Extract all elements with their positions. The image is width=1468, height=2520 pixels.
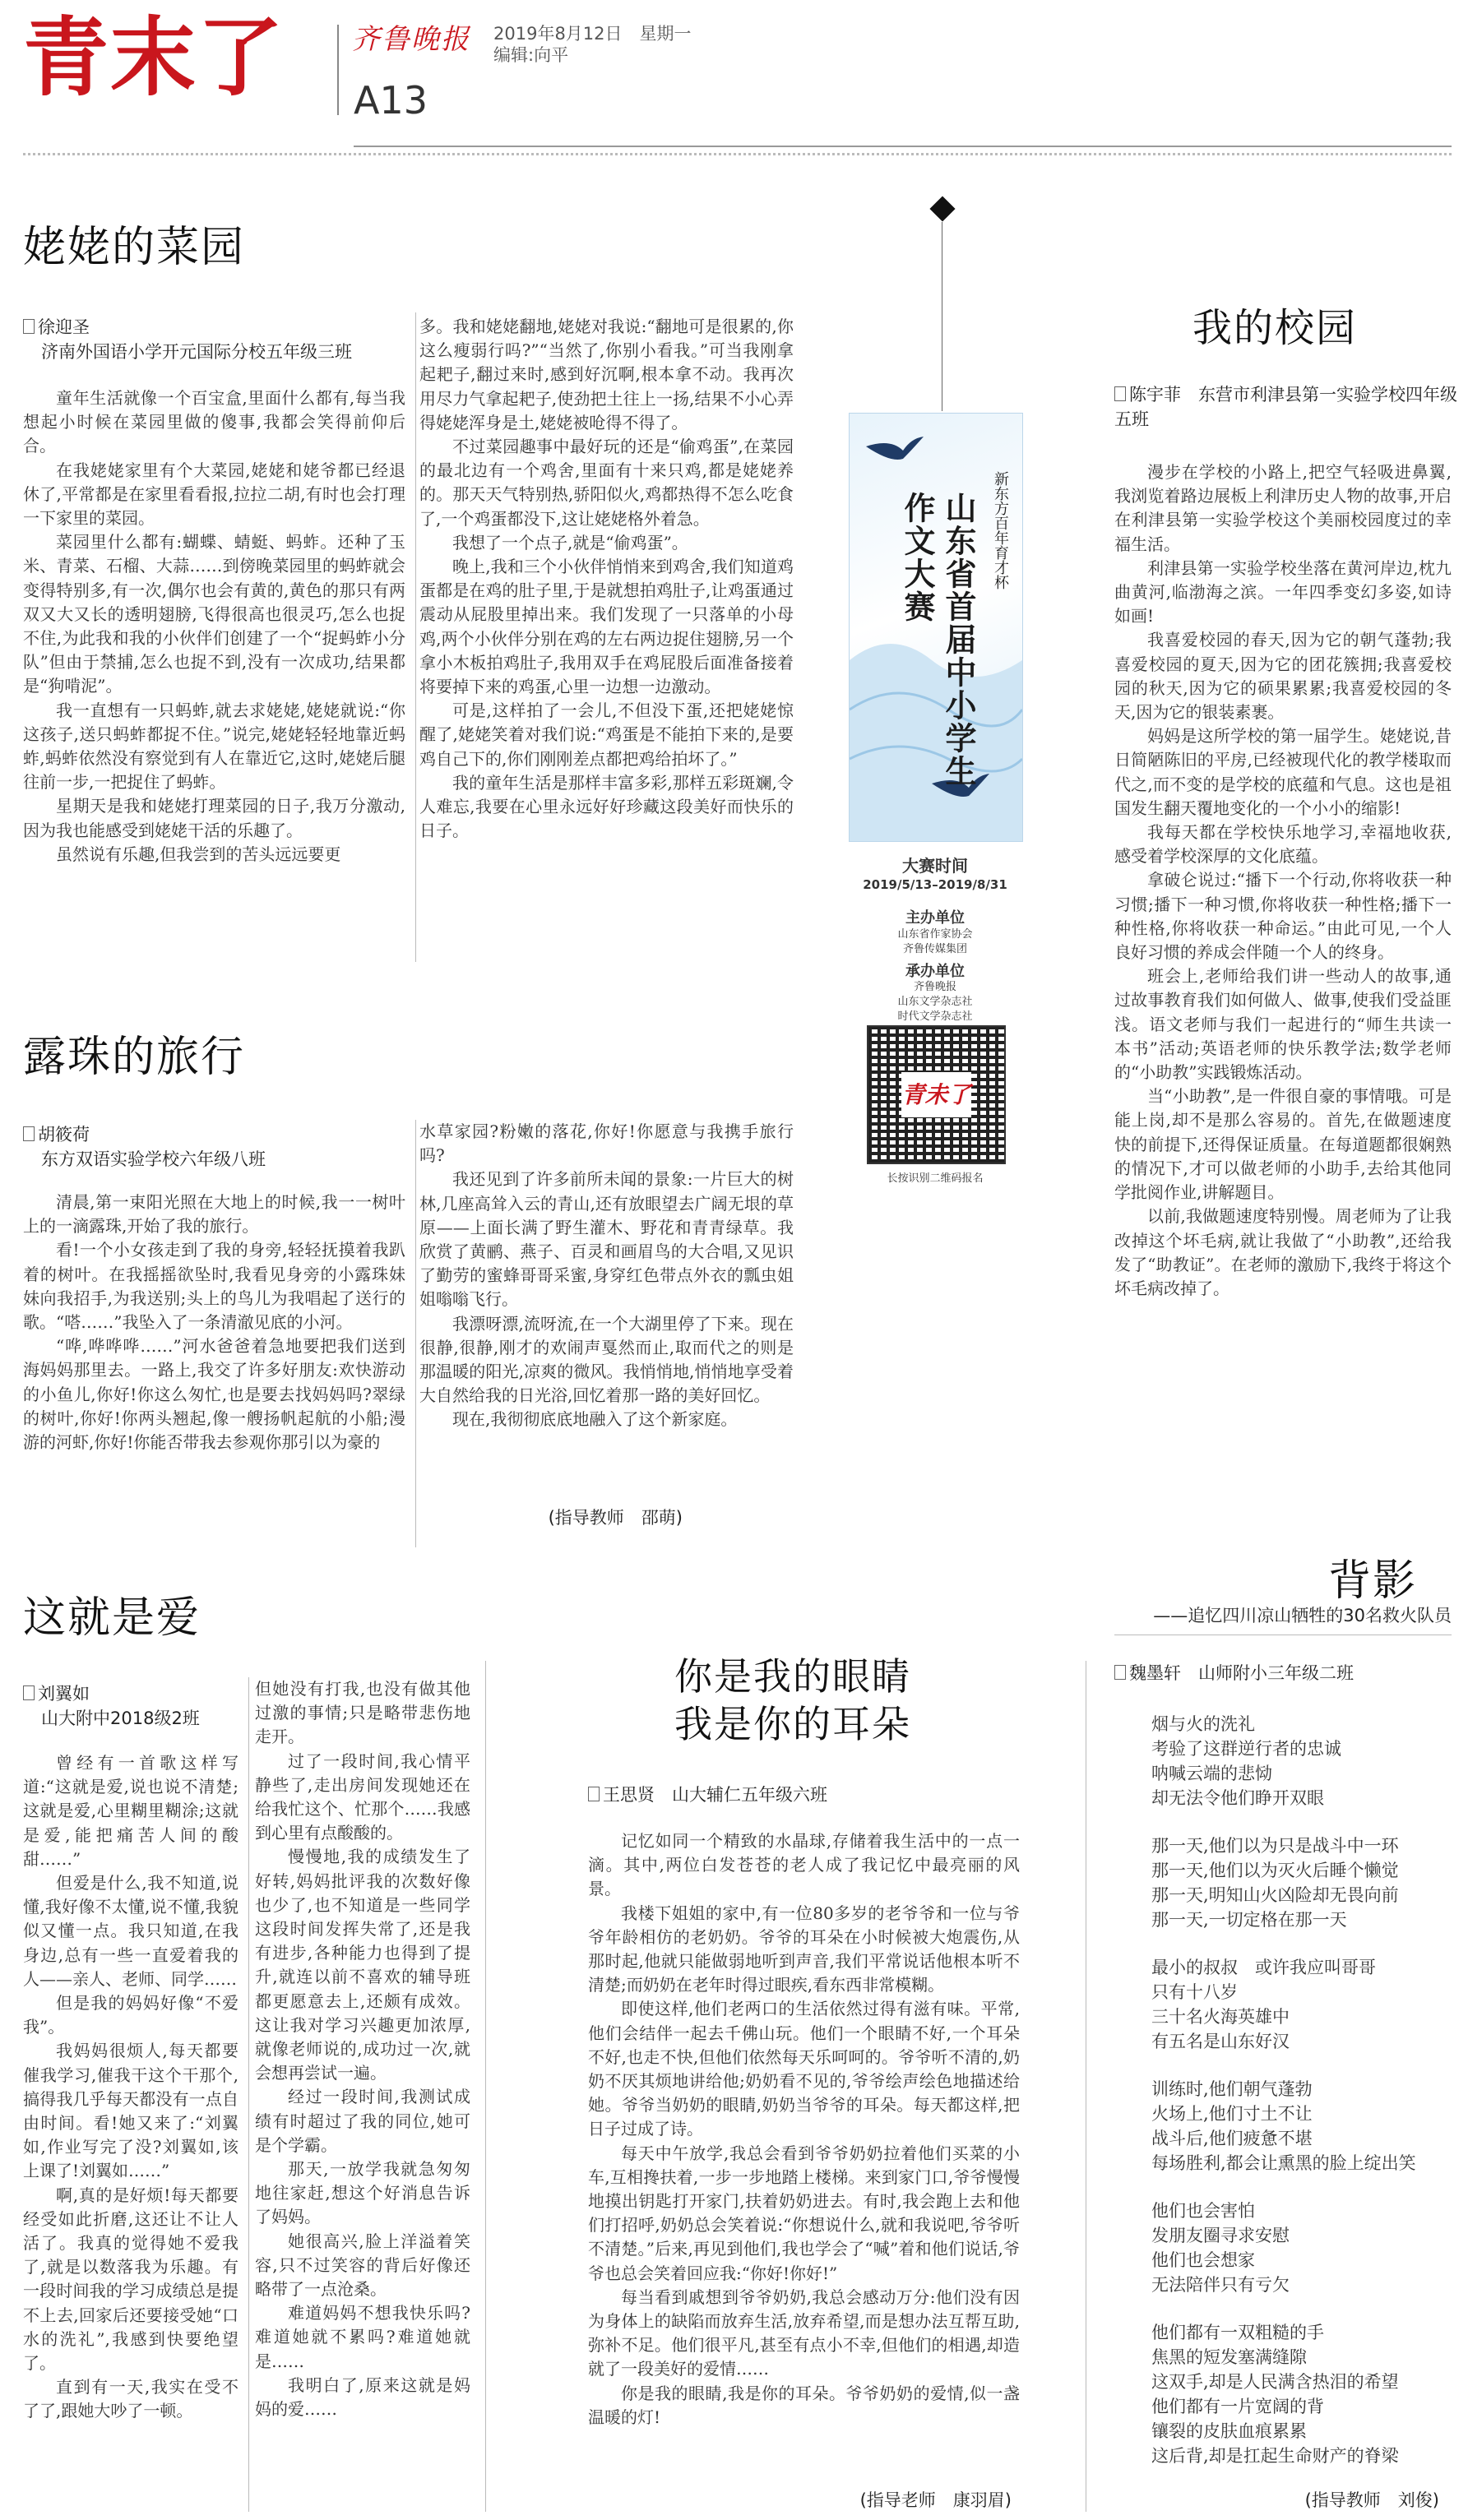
author-school: 山大辅仁五年级六班 xyxy=(672,1785,827,1805)
paragraph: 过了一段时间,我心情平静些了,走出房间发现她还在给我忙这个、忙那个……我感到心里有点酸酸的。 xyxy=(255,1750,470,1843)
article-subtitle: ——追忆四川凉山牺牲的30名救火队员 xyxy=(1153,1606,1452,1625)
poem-line: 发朋友圈寻求安慰 xyxy=(1151,2226,1290,2245)
paragraph: 我的童年生活是那样丰富多彩,那样五彩斑斓,令人难忘,我要在心里永远好好珍藏这段美好而快乐的日子。 xyxy=(419,772,794,841)
paragraph: 我楼下姐姐的家中,有一位80多岁的老爷爷和一位与爷爷年龄相仿的老奶奶。爷爷的耳朵在小时候被大炮震伤,从那时起,他就只能做弱地听到声音,我们平常说话他根本听不清楚;而奶奶在老年时得过眼疾,看东西非常模糊。 xyxy=(588,1903,1020,1995)
article-column xyxy=(23,386,405,962)
poem-line: 最小的叔叔 或许我应叫哥哥 xyxy=(1151,1958,1376,1977)
paragraph: 不过菜园趣事中最好玩的还是“偷鸡蛋”,在菜园的最北边有一个鸡舍,里面有十来只鸡,都是姥姥养的。那天天气特别热,骄阳似火,鸡都热得不怎么吃食了,一个鸡蛋都没下,这让姥姥格外着急。 xyxy=(419,437,794,529)
byline-box-icon xyxy=(588,1787,600,1801)
poem-stanza xyxy=(1151,2199,1452,2297)
poem-line: 这后背,却是扛起生命财产的脊梁 xyxy=(1151,2446,1399,2466)
organizer-item: 山东文学杂志社 xyxy=(897,996,973,1008)
paragraph: 拿破仑说过:“播下一个行动,你将收获一种习惯;播下一种习惯,你将收获一种性格;播下一种性格,你将收获一种命运。”由此可见,一个人良好习惯的养成会伴随一个人的终身。 xyxy=(1114,870,1452,963)
paragraph: 现在,我彻彻底底地融入了这个新家庭。 xyxy=(452,1409,738,1430)
poem-line: 他们也会害怕 xyxy=(1151,2201,1255,2221)
contest-advertisement[interactable] xyxy=(849,413,1021,1490)
paragraph: 即使这样,他们老两口的生活依然过得有滋有味。平常,他们会结伴一起去千佛山玩。他们一个眼睛不好,一个耳朵不好,也走不快,但他们依然每天乐呵呵的。爷爷听不清的,奶奶不厌其烦地讲给他;奶奶看不见的,爷爷绘声绘色地描述给她。爷爷当奶奶的眼睛,奶奶当爷爷的耳朵。每天都这样,把日子过成了诗。 xyxy=(588,1999,1020,2139)
paragraph: 我喜爱校园的春天,因为它的朝气蓬勃;我喜爱校园的夏天,因为它的团花簇拥;我喜爱校园的秋天,因为它的硕果累累;我喜爱校园的冬天,因为它的银装素裹。 xyxy=(1114,630,1452,723)
header-rule xyxy=(354,146,1452,147)
title-line: 你是我的眼睛 xyxy=(674,1654,911,1699)
article-byline xyxy=(23,1681,237,1731)
article-column xyxy=(419,315,794,964)
dotted-rule xyxy=(23,153,1452,155)
qr-code[interactable] xyxy=(867,1025,1006,1164)
column-rule xyxy=(415,312,416,962)
paragraph: 直到有一天,我实在受不了了,跟她大吵了一顿。 xyxy=(23,2377,238,2421)
section-title: 青末了 xyxy=(23,7,285,108)
paragraph: 曾经有一首歌这样写道:“这就是爱,说也说不清楚;这就是爱,心里糊里糊涂;这就是爱,能把痛苦人间的酸甜……” xyxy=(23,1753,238,1869)
paragraph: 每当看到戚想到爷爷奶奶,我总会感动万分:他们没有因为身体上的缺陷而放弃生活,放弃希望,而是想办法互帮互助,弥补不足。他们很平凡,甚至有点小不幸,但他们的相遇,却造就了一段美好的爱情…… xyxy=(588,2286,1020,2379)
paragraph: 以前,我做题速度特别慢。周老师为了让我改掉这个坏毛病,就让我做了“小助教”,还给我发了“助教证”。在老师的激励下,我终于将这个坏毛病改掉了。 xyxy=(1114,1206,1452,1298)
poem-line: 那一天,他们以为只是战斗中一环 xyxy=(1151,1836,1399,1856)
masthead-info xyxy=(493,23,692,66)
contest-title-line: 山东省首届中小学生 xyxy=(940,492,977,788)
poem-line: 那一天,一切定格在那一天 xyxy=(1151,1910,1347,1930)
poem-stanza xyxy=(1151,1955,1452,2054)
article-title: 背影 xyxy=(1328,1556,1418,1606)
paragraph: 虽然说有乐趣,但我尝到的苦头远远要更 xyxy=(56,844,341,864)
contest-poster xyxy=(849,413,1023,842)
paragraph: 我明白了,原来这就是妈妈的爱…… xyxy=(255,2374,470,2420)
poem-line: 呐喊云端的悲恸 xyxy=(1151,1764,1272,1783)
title-line: 我是你的耳朵 xyxy=(674,1702,911,1746)
paragraph: 我一直想有一只蚂蚱,就去求姥姥,姥姥就说:“你这孩子,送只蚂蚱都捉不住。”说完,姥姥轻轻地靠近蚂蚱,蚂蚱依然没有察觉到有人在靠近它,这时,姥姥后腿往前一步,一把捉住了蚂蚱。 xyxy=(23,700,405,793)
poem-line: 三十名火海英雄中 xyxy=(1151,2007,1290,2027)
swallow-icon xyxy=(866,430,924,471)
author-name: 魏墨轩 xyxy=(1129,1663,1181,1683)
masthead-divider xyxy=(337,25,339,115)
paragraph: 漫步在学校的小路上,把空气轻吸进鼻翼,我浏览着路边展板上利津历史人物的故事,开启在利津县第一实验学校这个美丽校园度过的幸福生活。 xyxy=(1114,462,1452,554)
poem-line: 战斗后,他们疲惫不堪 xyxy=(1151,2129,1313,2148)
paragraph: 慢慢地,我的成绩发生了好转,妈妈批评我的次数好像也少了,也不知道是一些同学这段时间发挥失常了,还是我有进步,各种能力也得到了提升,就连以前不喜欢的辅导班都更愿意去上,还颇有成效。这让我对学习兴趣更加浓厚,就像老师说的,成功过一次,就会想再尝试一遍。 xyxy=(255,1847,470,2083)
poem-line: 烟与火的洗礼 xyxy=(1151,1714,1255,1734)
paragraph: 多。我和姥姥翻地,姥姥对我说:“翻地可是很累的,你这么瘦弱行吗?”“当然了,你别小看我。”可当我刚拿起耙子,翻过来时,感到好沉啊,根本拿不动。我再次用尽力气拿起耙子,使劲把土往上一扬,结果不小心弄得姥姥浑身是土,姥姥被呛得不得了。 xyxy=(419,317,794,432)
paragraph: 啊,真的是好烦!每天都要经受如此折磨,这还让不让人活了。我真的觉得她不爱我了,就是以数落我为乐趣。有一段时间我的学习成绩总是提不上去,回家后还要接受她“口水的洗礼”,我感到快要绝望了。 xyxy=(23,2185,238,2374)
article-byline xyxy=(588,1782,999,1807)
article-byline xyxy=(23,315,418,364)
article-column xyxy=(1114,460,1452,1496)
paragraph: 难道妈妈不想我快乐吗?难道她就不累吗?难道她就是…… xyxy=(255,2303,470,2371)
article-title xyxy=(674,1653,911,1748)
paragraph: 每天中午放学,我总会看到爷爷奶奶拉着他们买菜的小车,互相搀扶着,一步一步地踏上楼梯。来到家门口,爷爷慢慢地摸出钥匙打开家门,扶着奶奶进去。有时,我会跑上去和他们打招呼,奶奶总会笑着说:“你想说什么,就和我说吧,爷爷听不清楚。”后来,再见到他们,我也学会了“喊”着和他们说话,爷爷也总会笑着回应我:“你好!你好!” xyxy=(588,2143,1020,2283)
author-name: 徐迎圣 xyxy=(38,317,90,337)
article-byline xyxy=(23,1122,418,1172)
poem-stanza xyxy=(1151,1712,1452,1810)
paragraph: 班会上,老师给我们讲一些动人的故事,通过故事教育我们如何做人、做事,使我们受益匪浅。语文老师与我们一起进行的“师生共读一本书”活动;英语老师的快乐教学法;数学老师的“小助教”实践锻炼活动。 xyxy=(1114,966,1452,1083)
poem-line: 他们也会想家 xyxy=(1151,2250,1255,2270)
issue-date: 2019年8月12日 星期一 xyxy=(493,24,692,44)
teacher-credit: (指导教师 刘俊) xyxy=(1304,2490,1439,2510)
paragraph: 妈妈是这所学校的第一届学生。姥姥说,昔日简陋陈旧的平房,已经被现代化的教学楼取而代之,而不变的是学校的底蕴和气息。这也是祖国发生翻天覆地变化的一个小小的缩影! xyxy=(1114,726,1452,818)
organizer-item: 时代文学杂志社 xyxy=(897,1010,973,1023)
article-title: 这就是爱 xyxy=(23,1593,201,1643)
poem-line: 有五名是山东好汉 xyxy=(1151,2032,1290,2051)
poem-line: 他们都有一片宽阔的背 xyxy=(1151,2397,1324,2416)
paragraph: 我漂呀漂,流呀流,在一个大湖里停了下来。现在很静,很静,刚才的欢闹声戛然而止,取而代之的则是那温暖的阳光,凉爽的微风。我悄悄地,悄悄地享受着大自然给我的日光浴,回忆着那一路的美好回忆。 xyxy=(419,1313,794,1406)
paragraph: 水草家园?粉嫩的落花,你好!你愿意与我携手旅行吗? xyxy=(419,1121,794,1166)
poem-stanza xyxy=(1151,2077,1452,2176)
article-column xyxy=(23,1751,238,2512)
organizer-label: 承办单位 xyxy=(905,963,965,980)
author-school: 东方双语实验学校六年级八班 xyxy=(41,1149,266,1169)
byline-box-icon xyxy=(23,319,35,334)
article-column xyxy=(588,1829,1020,2487)
byline-box-icon xyxy=(1114,386,1126,401)
organizer-list xyxy=(849,980,1021,1024)
host-item: 山东省作家协会 xyxy=(897,928,973,941)
paragraph: 在我姥姥家里有个大菜园,姥姥和姥爷都已经退休了,平常都是在家里看看报,拉拉二胡,有时也会打理一下家里的菜园。 xyxy=(23,460,405,529)
page-number: A13 xyxy=(354,78,428,123)
paragraph: 利津县第一实验学校坐落在黄河岸边,枕九曲黄河,临渤海之滨。一年四季变幻多姿,如诗如画! xyxy=(1114,557,1452,627)
author-name: 陈宇菲 xyxy=(1129,385,1181,405)
diamond-ornament-icon xyxy=(929,196,955,221)
paragraph: 但她没有打我,也没有做其他过激的事情;只是略带悲伤地走开。 xyxy=(255,1679,470,1747)
qr-caption: 长按识别二维码报名 xyxy=(887,1172,984,1185)
poem-line: 那一天,明知山火凶险却无畏向前 xyxy=(1151,1885,1399,1905)
article-byline xyxy=(1114,382,1460,432)
article-column xyxy=(255,1677,470,2512)
author-name: 刘翼如 xyxy=(38,1684,90,1704)
poem-line: 镶裂的皮肤血痕累累 xyxy=(1151,2421,1307,2441)
qr-logo: 青未了 xyxy=(901,1072,971,1117)
byline-box-icon xyxy=(1114,1665,1126,1680)
host-list xyxy=(849,927,1021,957)
byline-box-icon xyxy=(23,1126,35,1141)
article-column xyxy=(419,1120,794,1506)
paragraph: 她很高兴,脸上洋溢着笑容,只不过笑容的背后好像还略带了一点沧桑。 xyxy=(255,2231,470,2300)
author-name: 胡筱荷 xyxy=(38,1125,90,1144)
paragraph: 那天,一放学我就急匆匆地往家赶,想这个好消息告诉了妈妈。 xyxy=(255,2159,470,2227)
paragraph: 我还见到了许多前所未闻的景象:一片巨大的树林,几座高耸入云的青山,还有放眼望去广阔无垠的草原——上面长满了野生灌木、野花和青青绿草。我欣赏了黄鹂、燕子、百灵和画眉鸟的大合唱,又见识了勤劳的蜜蜂哥哥采蜜,身穿红色带点外衣的瓢虫姐姐嗡嗡飞行。 xyxy=(419,1169,794,1310)
editor-credit: 编辑:向平 xyxy=(493,45,569,65)
poem-line: 每场胜利,都会让熏黑的脸上绽出笑 xyxy=(1151,2153,1416,2173)
poem-line: 焦黑的短发塞满缝隙 xyxy=(1151,2347,1307,2367)
paragraph: “哗,哗哗哗……”河水爸爸着急地要把我们送到海妈妈那里去。一路上,我交了许多好朋友:欢快游动的小鱼儿,你好!你这么匆忙,也是要去找妈妈吗?翠绿的树叶,你好!你两头翘起,像一艘扬帆起航的小船;漫游的河虾,你好!你能否带我去参观你那引以为豪的 xyxy=(23,1336,405,1453)
byline-box-icon xyxy=(23,1685,35,1700)
poem-line: 无法陪伴只有亏欠 xyxy=(1151,2275,1290,2295)
author-school: 山大附中2018级2班 xyxy=(41,1709,200,1728)
poem-line: 考验了这群逆行者的忠诚 xyxy=(1151,1739,1341,1759)
poem-line: 这双手,却是人民满含热泪的希望 xyxy=(1151,2372,1399,2392)
teacher-credit: (指导老师 康羽眉) xyxy=(859,2490,1012,2510)
paragraph: 看!一个小女孩走到了我的身旁,轻轻抚摸着我趴着的树叶。在我摇摇欲坠时,我看见身旁的小露珠妹妹向我招手,为我送别;头上的鸟儿为我唱起了送行的歌。“嗒……”我坠入了一条清澈见底的小河。 xyxy=(23,1240,405,1333)
paragraph: 当“小助教”,是一件很自豪的事情哦。可是能上岗,却不是那么容易的。首先,在做题速度快的前提下,还得保证质量。在每道题都很娴熟的情况下,才可以做老师的小助手,去给其他同学批阅作业,讲解题目。 xyxy=(1114,1086,1452,1203)
organizer-item: 齐鲁晚报 xyxy=(913,981,956,993)
contest-period-label: 大赛时间 xyxy=(902,856,968,876)
paper-name: 齐鲁晚报 xyxy=(352,23,470,56)
article-title: 我的校园 xyxy=(1192,305,1358,351)
paragraph: 但爱是什么,我不知道,说懂,我好像不太懂,说不懂,我貌似又懂一点。我只知道,在我身边,总有一些一直爱着我的人——亲人、老师、同学…… xyxy=(23,1873,238,1989)
author-name: 王思贤 xyxy=(603,1785,655,1805)
poem-stanza xyxy=(1151,2320,1452,2468)
paragraph: 晚上,我和三个小伙伴悄悄来到鸡舍,我们知道鸡蛋都是在鸡的肚子里,于是就想拍鸡肚子,让鸡蛋通过震动从屁股里掉出来。我们发现了一只落单的小母鸡,两个小伙伴分别在鸡的左右两边捉住翅膀,另一个拿小木板拍鸡肚子,我用双手在鸡屁股后面准备接着将要掉下来的鸡蛋,心里一边想一边激动。 xyxy=(419,557,794,697)
paragraph: 你是我的眼睛,我是你的耳朵。爷爷奶奶的爱情,似一盏温暖的灯! xyxy=(588,2383,1020,2427)
sponsor-brand: 新东方百年育才杯 xyxy=(992,471,1009,590)
article-title: 姥姥的菜园 xyxy=(23,223,246,272)
paragraph: 记忆如同一个精致的水晶球,存储着我生活中的一点一滴。其中,两位白发苍苍的老人成了我记忆中最亮丽的风景。 xyxy=(588,1831,1020,1899)
column-rule xyxy=(248,1677,249,2512)
paragraph: 菜园里什么都有:蝴蝶、蜻蜓、蚂蚱。还种了玉米、青菜、石榴、大蒜……到傍晚菜园里的蚂蚱就会变得特别多,有一次,偶尔也会有黄的,黄色的那只有两双又大又长的透明翅膀,飞得很高也很灵巧,怎么也捉不住,为此我和我的小伙伴们创建了一个“捉蚂蚱小分队”但由于禁捕,怎么也捉不到,没有一次成功,结果都是“狗啃泥”。 xyxy=(23,532,405,696)
poem-line: 却无法令他们睁开双眼 xyxy=(1151,1788,1324,1808)
column-rule xyxy=(485,1661,486,2512)
article-byline xyxy=(1114,1661,1460,1685)
author-school: 山师附小三年级二班 xyxy=(1198,1663,1354,1683)
poem-line: 他们都有一双粗糙的手 xyxy=(1151,2323,1324,2342)
poem-line: 训练时,他们朝气蓬勃 xyxy=(1151,2079,1313,2099)
poem-line: 只有十八岁 xyxy=(1151,1982,1238,2002)
paragraph: 童年生活就像一个百宝盒,里面什么都有,每当我想起小时候在菜园里做的傻事,我都会笑得前仰后合。 xyxy=(23,388,405,456)
paragraph: 我每天都在学校快乐地学习,幸福地收获,感受着学校深厚的文化底蕴。 xyxy=(1114,822,1452,867)
paragraph: 星期天是我和姥姥打理菜园的日子,我万分激动,因为我也能感受到姥姥干活的乐趣了。 xyxy=(23,796,405,840)
paragraph: 我想了一个点子,就是“偷鸡蛋”。 xyxy=(452,532,688,553)
article-title: 露珠的旅行 xyxy=(23,1033,246,1082)
host-item: 齐鲁传媒集团 xyxy=(902,943,967,955)
poem-line: 那一天,他们以为灭火后睡个懒觉 xyxy=(1151,1861,1399,1880)
paragraph: 清晨,第一束阳光照在大地上的时候,我一一树叶上的一滴露珠,开始了我的旅行。 xyxy=(23,1192,405,1237)
poem-body xyxy=(1151,1712,1452,2485)
teacher-credit: (指导教师 邵萌) xyxy=(548,1508,683,1528)
article-column xyxy=(23,1191,405,1544)
contest-period: 2019/5/13–2019/8/31 xyxy=(863,877,1007,892)
column-rule xyxy=(415,1120,416,1547)
paragraph: 我妈妈很烦人,每天都要催我学习,催我干这个干那个,搞得我几乎每天都没有一点自由时间。看!她又来了:“刘翼如,作业写完了没?刘翼如,该上课了!刘翼如……” xyxy=(23,2041,238,2181)
host-label: 主办单位 xyxy=(905,909,965,927)
author-school: 东营市利津县第一实验学校四年级五班 xyxy=(1114,385,1457,429)
poem-stanza xyxy=(1151,1833,1452,1932)
paragraph: 可是,这样拍了一会儿,不但没下蛋,还把姥姥惊醒了,姥姥笑着对我们说:“鸡蛋是不能拍下来的,是要鸡自己下的,你们刚刚差点都把鸡给拍坏了。” xyxy=(419,701,794,769)
author-school: 济南外国语小学开元国际分校五年级三班 xyxy=(41,342,352,362)
paragraph: 但是我的妈妈好像“不爱我”。 xyxy=(23,1993,238,2037)
poem-line: 火场上,他们寸土不让 xyxy=(1151,2104,1313,2124)
paragraph: 经过一段时间,我测试成绩有时超过了我的同位,她可是个学霸。 xyxy=(255,2087,470,2155)
contest-title-line: 作文大赛 xyxy=(899,492,936,623)
